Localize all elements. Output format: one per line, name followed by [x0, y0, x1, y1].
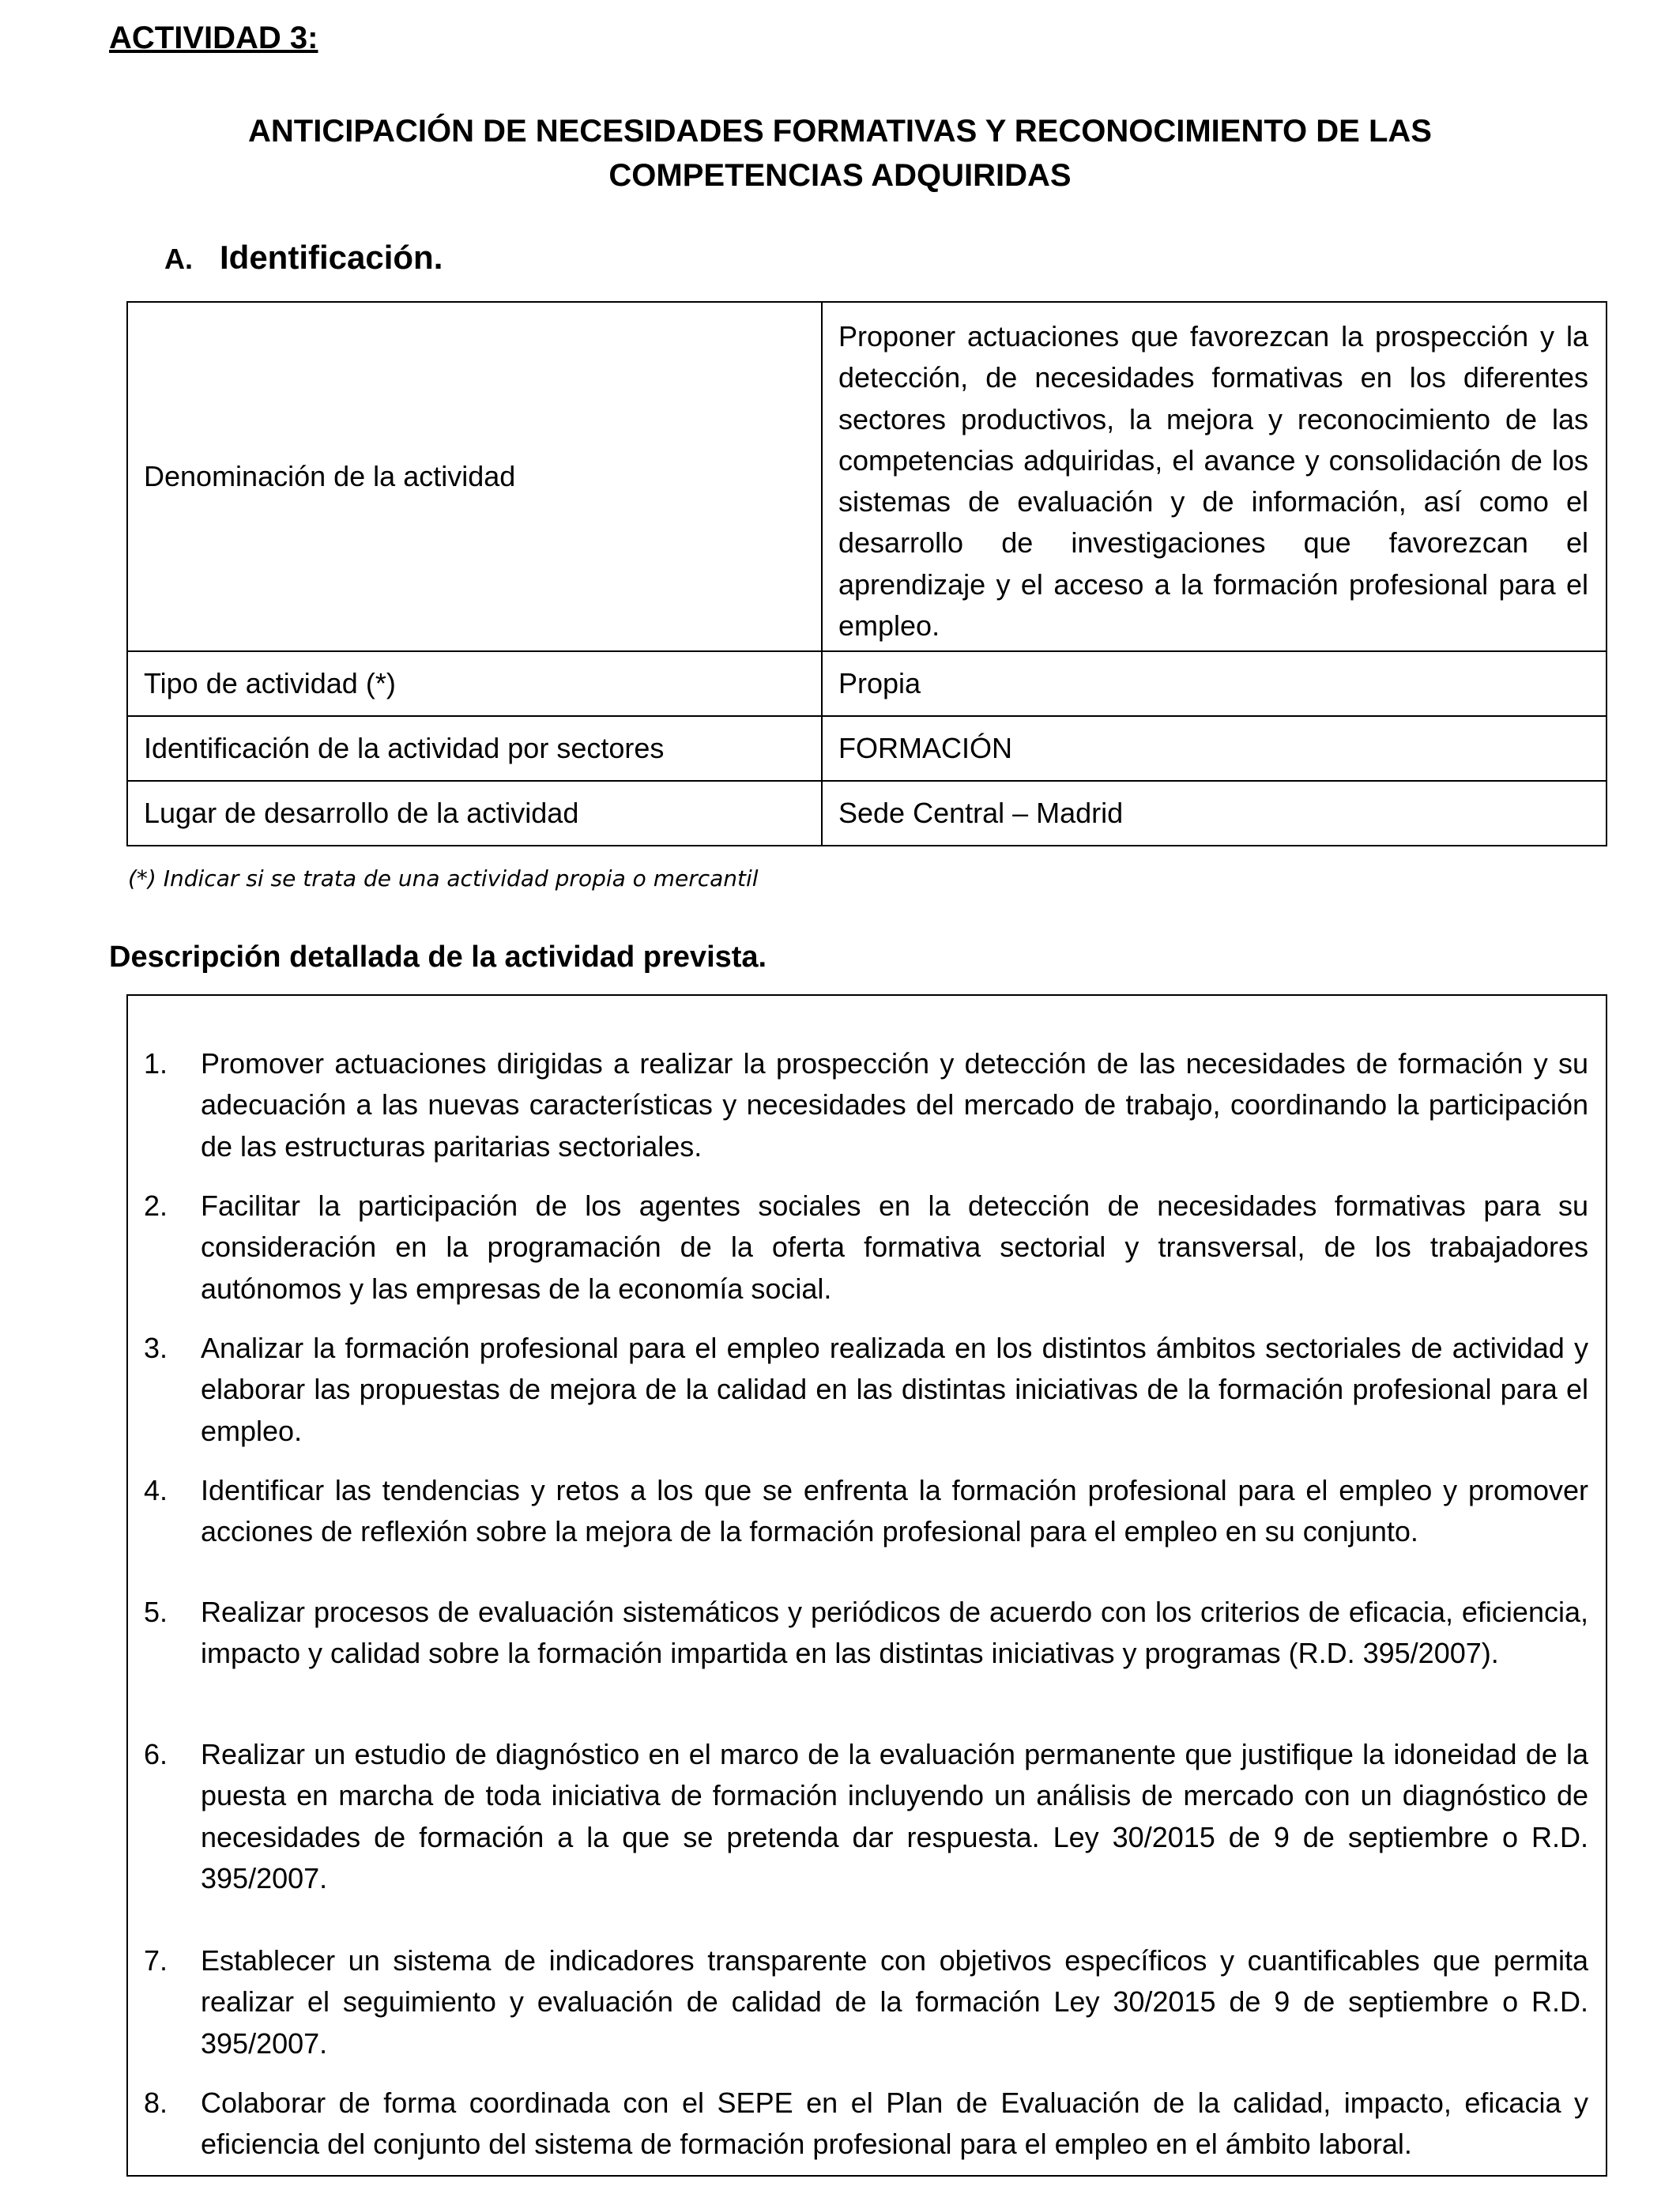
description-heading: Descripción detallada de la actividad prevista. — [109, 941, 767, 974]
list-item — [128, 1734, 1606, 1899]
list-item-number: 6. — [144, 1738, 168, 1770]
document-title — [0, 109, 1680, 198]
list-item — [128, 1186, 1606, 1310]
list-item-text: Realizar un estudio de diagnóstico en el marco de la evaluación permanente que justifique la idoneidad de la puesta en marcha de toda iniciativa de formación incluyendo un análisis de mercado con un diagnóstico de necesidades de formación a la que se pretenda dar respuesta. Ley 30/2015 de 9 de septiembre o R.D. 395/2007. — [201, 1738, 1588, 1894]
list-item-text: Facilitar la participación de los agentes sociales en la detección de necesidades formativas para su consideración en la programación de la oferta formativa sectorial y transversal, de los trabajadores autónomos y las empresas de la economía social. — [201, 1189, 1588, 1305]
row-value-tipo: Propia — [822, 651, 1607, 716]
section-a-heading — [164, 239, 443, 277]
table-row — [127, 651, 1607, 716]
table-row — [127, 302, 1607, 651]
table-footnote: (*) Indicar si se trata de una actividad propia o mercantil — [128, 865, 759, 892]
section-a-letter: A. — [164, 243, 193, 275]
list-item — [128, 1470, 1606, 1553]
list-item-text: Identificar las tendencias y retos a los que se enfrenta la formación profesional para el empleo y promover acciones de reflexión sobre la mejora de la formación profesional para el empleo en su conjunto. — [201, 1474, 1588, 1548]
row-label-lugar: Lugar de desarrollo de la actividad — [127, 781, 822, 846]
identification-table — [126, 301, 1607, 846]
table-row — [127, 716, 1607, 781]
list-item-text: Analizar la formación profesional para el empleo realizada en los distintos ámbitos sectoriales de actividad y elaborar las propuestas de mejora de la calidad en las distintas iniciativas de la formación profesional para el empleo. — [201, 1332, 1588, 1447]
list-item-number: 3. — [144, 1332, 168, 1364]
list-item-number: 8. — [144, 2087, 168, 2119]
row-label-sectores: Identificación de la actividad por sectores — [127, 716, 822, 781]
list-item — [128, 2083, 1606, 2166]
row-value-lugar: Sede Central – Madrid — [822, 781, 1607, 846]
table-row — [127, 781, 1607, 846]
list-item-text: Realizar procesos de evaluación sistemáticos y periódicos de acuerdo con los criterios de eficacia, eficiencia, impacto y calidad sobre la formación impartida en las distintas iniciativas y programas (R.D. 395/2007). — [201, 1596, 1588, 1670]
row-value-denominacion: Proponer actuaciones que favorezcan la prospección y la detección, de necesidades formativas en los diferentes sectores productivos, la mejora y reconocimiento de las competencias adquiridas, el avance y consolidación de los sistemas de evaluación y de información, así como el desarrollo de investigaciones que favorezcan el aprendizaje y el acceso a la formación profesional para el empleo. — [822, 302, 1607, 651]
row-label-denominacion: Denominación de la actividad — [127, 302, 822, 651]
list-item-number: 1. — [144, 1047, 168, 1080]
document-title-line-2: COMPETENCIAS ADQUIRIDAS — [608, 158, 1072, 193]
page-heading: ACTIVIDAD 3: — [109, 21, 318, 55]
description-box — [126, 994, 1607, 2177]
list-item — [128, 1043, 1606, 1167]
row-label-tipo: Tipo de actividad (*) — [127, 651, 822, 716]
section-a-title: Identificación. — [220, 239, 443, 276]
list-item-text: Promover actuaciones dirigidas a realizar la prospección y detección de las necesidades de formación y su adecuación a las nuevas características y necesidades del mercado de trabajo, coordinando la participación de las estructuras paritarias sectoriales. — [201, 1047, 1588, 1163]
list-item — [128, 1592, 1606, 1675]
list-item — [128, 1940, 1606, 2064]
list-item-number: 4. — [144, 1474, 168, 1506]
list-item-text: Establecer un sistema de indicadores transparente con objetivos específicos y cuantificables que permita realizar el seguimiento y evaluación de calidad de la formación Ley 30/2015 de 9 de septiembre o R.D. 395/2007. — [201, 1944, 1588, 2060]
list-item-text: Colaborar de forma coordinada con el SEPE en el Plan de Evaluación de la calidad, impacto, eficacia y eficiencia del conjunto del sistema de formación profesional para el empleo en el ámbito laboral. — [201, 2087, 1588, 2161]
list-item-number: 5. — [144, 1596, 168, 1628]
list-item — [128, 1328, 1606, 1452]
row-value-sectores: FORMACIÓN — [822, 716, 1607, 781]
list-item-number: 7. — [144, 1944, 168, 1977]
document-title-line-1: ANTICIPACIÓN DE NECESIDADES FORMATIVAS Y RECONOCIMIENTO DE LAS — [248, 114, 1432, 149]
list-item-number: 2. — [144, 1189, 168, 1222]
